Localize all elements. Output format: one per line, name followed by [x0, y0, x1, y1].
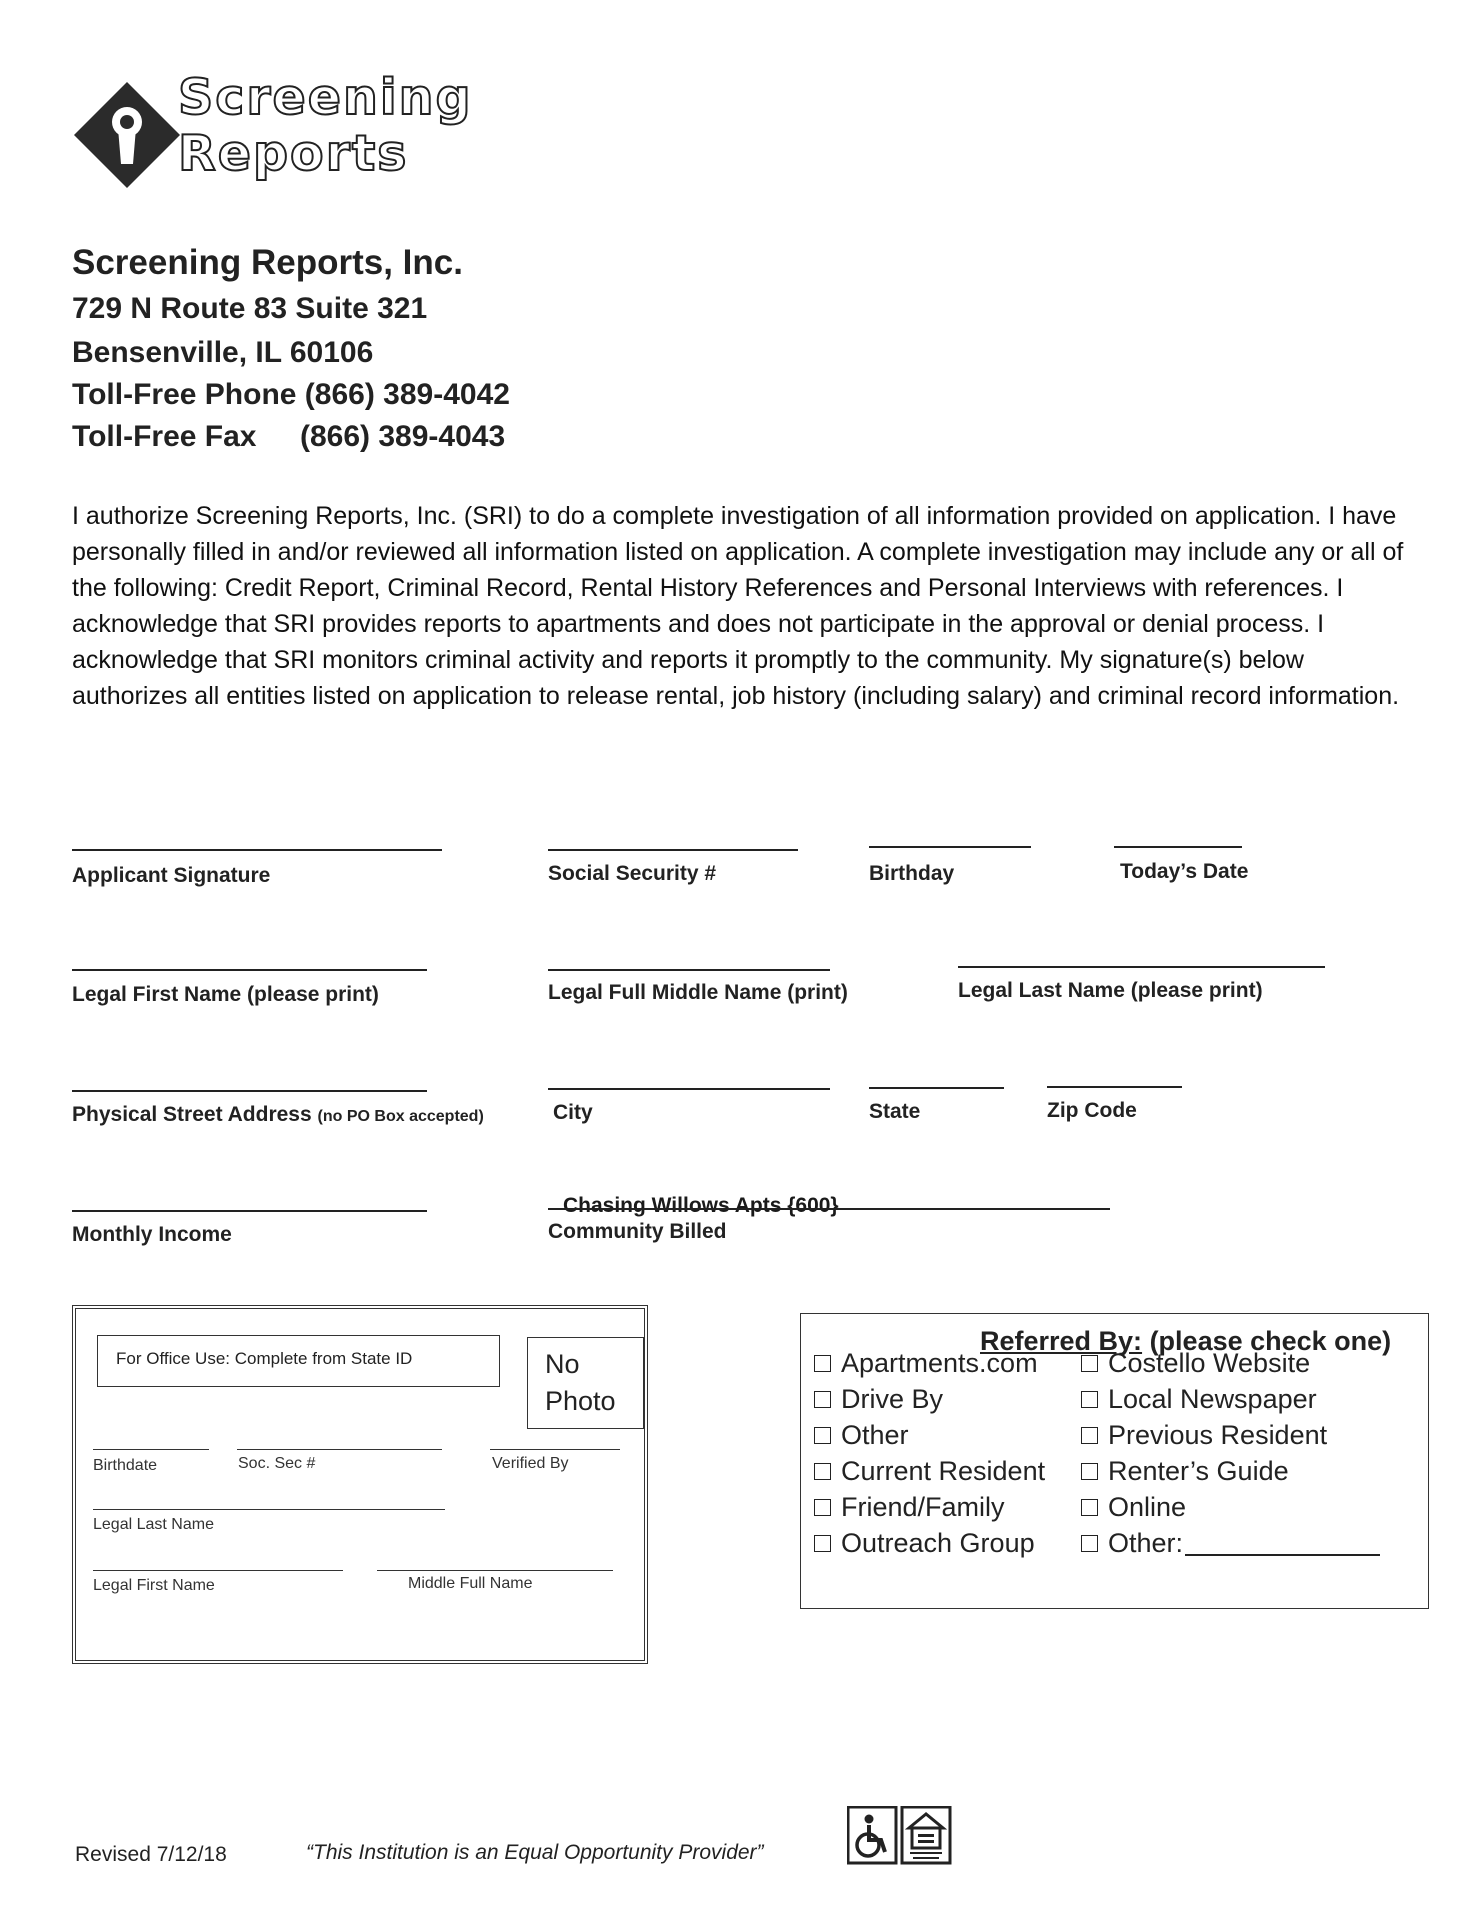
- checkbox-icon[interactable]: [814, 1463, 831, 1480]
- office-verified-by-label: Verified By: [492, 1455, 569, 1472]
- company-fax-label: Toll-Free Fax: [72, 420, 257, 453]
- street-address-line[interactable]: [72, 1090, 427, 1092]
- first-name-line[interactable]: [72, 969, 427, 971]
- last-name-line[interactable]: [958, 966, 1325, 968]
- referral-option[interactable]: [1081, 1491, 1186, 1523]
- office-soc-sec-label: Soc. Sec #: [238, 1455, 316, 1472]
- no-photo-box: [527, 1337, 644, 1429]
- checkbox-icon[interactable]: [1081, 1355, 1098, 1372]
- footer-icons-graphic: [847, 1806, 953, 1868]
- checkbox-icon[interactable]: [1081, 1499, 1098, 1516]
- no-photo-line-1: No: [545, 1349, 580, 1379]
- office-middle-name-line[interactable]: [377, 1570, 613, 1571]
- office-birthdate-label: Birthdate: [93, 1457, 158, 1474]
- referral-option[interactable]: [814, 1419, 909, 1451]
- referral-option[interactable]: [814, 1527, 1035, 1559]
- office-use-title: For Office Use: Complete from State ID: [97, 1335, 500, 1387]
- office-birthdate-line[interactable]: [93, 1449, 209, 1450]
- office-first-name-label: Legal First Name: [93, 1577, 215, 1594]
- referral-option-label: Renter’s Guide: [1108, 1455, 1289, 1486]
- office-first-name-line[interactable]: [93, 1570, 343, 1571]
- referral-option[interactable]: [1081, 1383, 1317, 1415]
- community-billed-line[interactable]: [548, 1208, 1110, 1210]
- office-soc-sec-line[interactable]: [237, 1449, 442, 1450]
- checkbox-icon[interactable]: [814, 1535, 831, 1552]
- company-name: Screening Reports, Inc.: [72, 243, 463, 282]
- referral-option-label: Previous Resident: [1108, 1419, 1328, 1450]
- referral-option[interactable]: [1081, 1419, 1327, 1451]
- ssn-line[interactable]: [548, 849, 798, 851]
- city-label: City: [553, 1101, 593, 1124]
- wheelchair-accessibility-icon: [848, 1807, 896, 1863]
- zip-code-label: Zip Code: [1047, 1099, 1137, 1122]
- ssn-label: Social Security #: [548, 862, 717, 885]
- checkbox-icon[interactable]: [1081, 1427, 1098, 1444]
- referral-option[interactable]: [814, 1455, 1045, 1487]
- middle-name-label: Legal Full Middle Name (print): [548, 981, 848, 1004]
- office-last-name-label: Legal Last Name: [93, 1516, 214, 1533]
- equal-housing-icon: [902, 1807, 950, 1863]
- company-address-line-1: 729 N Route 83 Suite 321: [72, 292, 428, 325]
- company-phone: Toll-Free Phone (866) 389-4042: [72, 378, 510, 411]
- street-address-label-text: Physical Street Address: [72, 1103, 312, 1126]
- monthly-income-line[interactable]: [72, 1210, 427, 1212]
- last-name-label: Legal Last Name (please print): [958, 979, 1263, 1002]
- referral-option-label: Online: [1108, 1491, 1187, 1522]
- applicant-signature-line[interactable]: [72, 849, 442, 851]
- logo-line-1: Screening: [178, 69, 473, 126]
- birthday-line[interactable]: [869, 846, 1031, 848]
- revised-date: Revised 7/12/18: [75, 1843, 227, 1866]
- checkbox-icon[interactable]: [1081, 1535, 1098, 1552]
- first-name-label: Legal First Name (please print): [72, 983, 379, 1006]
- state-line[interactable]: [869, 1087, 1004, 1089]
- logo-wordmark: [178, 70, 473, 182]
- referral-option-label: Apartments.com: [841, 1347, 1038, 1378]
- applicant-signature-label: Applicant Signature: [72, 864, 271, 887]
- company-fax-number: (866) 389-4043: [300, 420, 506, 453]
- city-line[interactable]: [548, 1088, 830, 1090]
- monthly-income-label: Monthly Income: [72, 1223, 232, 1246]
- checkbox-icon[interactable]: [1081, 1463, 1098, 1480]
- checkbox-icon[interactable]: [1081, 1391, 1098, 1408]
- referral-option-label: Other:: [1108, 1527, 1184, 1558]
- referral-option-label: Local Newspaper: [1108, 1383, 1317, 1414]
- todays-date-label: Today’s Date: [1120, 860, 1249, 883]
- checkbox-icon[interactable]: [814, 1391, 831, 1408]
- zip-code-line[interactable]: [1047, 1086, 1182, 1088]
- checkbox-icon[interactable]: [814, 1499, 831, 1516]
- referral-option[interactable]: [814, 1491, 1005, 1523]
- referral-option[interactable]: [814, 1383, 943, 1415]
- community-billed-value: Chasing Willows Apts {600}: [563, 1194, 839, 1217]
- referred-by-title-main: Referred By:: [980, 1326, 1143, 1356]
- referral-option-label: Current Resident: [841, 1455, 1046, 1486]
- referral-option[interactable]: [814, 1347, 1038, 1379]
- authorization-paragraph: I authorize Screening Reports, Inc. (SRI) to do a complete investigation of all information provided on application. I have personally filled in and/or reviewed all information listed on application. A complete investigation may include any or all of the following: Credit Report, Criminal Record, Rental History References and Personal Interviews with references. I acknowledge that SRI provides reports to apartments and does not participate in the approval or denial process. I acknowledge that SRI monitors criminal activity and reports it promptly to the community. My signature(s) below authorizes all entities listed on application to release rental, job history (including salary) and criminal record information.: [72, 502, 1404, 710]
- referral-option-label: Other: [841, 1419, 909, 1450]
- community-billed-label: Community Billed: [548, 1220, 727, 1243]
- birthday-label: Birthday: [869, 862, 955, 885]
- footer-icons: [847, 1806, 953, 1868]
- referral-option-label: Costello Website: [1108, 1347, 1311, 1378]
- referral-option-label: Drive By: [841, 1383, 944, 1414]
- equal-opportunity-statement: “This Institution is an Equal Opportunity Provider”: [306, 1841, 764, 1864]
- referral-other-line[interactable]: [1185, 1530, 1380, 1556]
- office-verified-by-line[interactable]: [490, 1449, 620, 1450]
- office-last-name-line[interactable]: [93, 1509, 445, 1510]
- checkbox-icon[interactable]: [814, 1427, 831, 1444]
- office-middle-name-label: Middle Full Name: [408, 1575, 533, 1592]
- middle-name-line[interactable]: [548, 969, 830, 971]
- no-photo-line-2: Photo: [545, 1386, 616, 1416]
- state-label: State: [869, 1100, 921, 1123]
- referred-by-title-note: (please check one): [1142, 1326, 1392, 1356]
- referral-option[interactable]: [1081, 1347, 1310, 1379]
- checkbox-icon[interactable]: [814, 1355, 831, 1372]
- referral-option-label: Outreach Group: [841, 1527, 1035, 1558]
- todays-date-line[interactable]: [1114, 846, 1242, 848]
- referral-option-label: Friend/Family: [841, 1491, 1005, 1522]
- street-address-label: [72, 1103, 484, 1127]
- company-address-line-2: Bensenville, IL 60106: [72, 336, 374, 369]
- keyhole-diamond-icon: [72, 80, 182, 190]
- referral-option[interactable]: [1081, 1527, 1380, 1559]
- logo-line-2: Reports: [178, 125, 409, 182]
- referral-option[interactable]: [1081, 1455, 1289, 1487]
- street-address-note: (no PO Box accepted): [317, 1108, 484, 1125]
